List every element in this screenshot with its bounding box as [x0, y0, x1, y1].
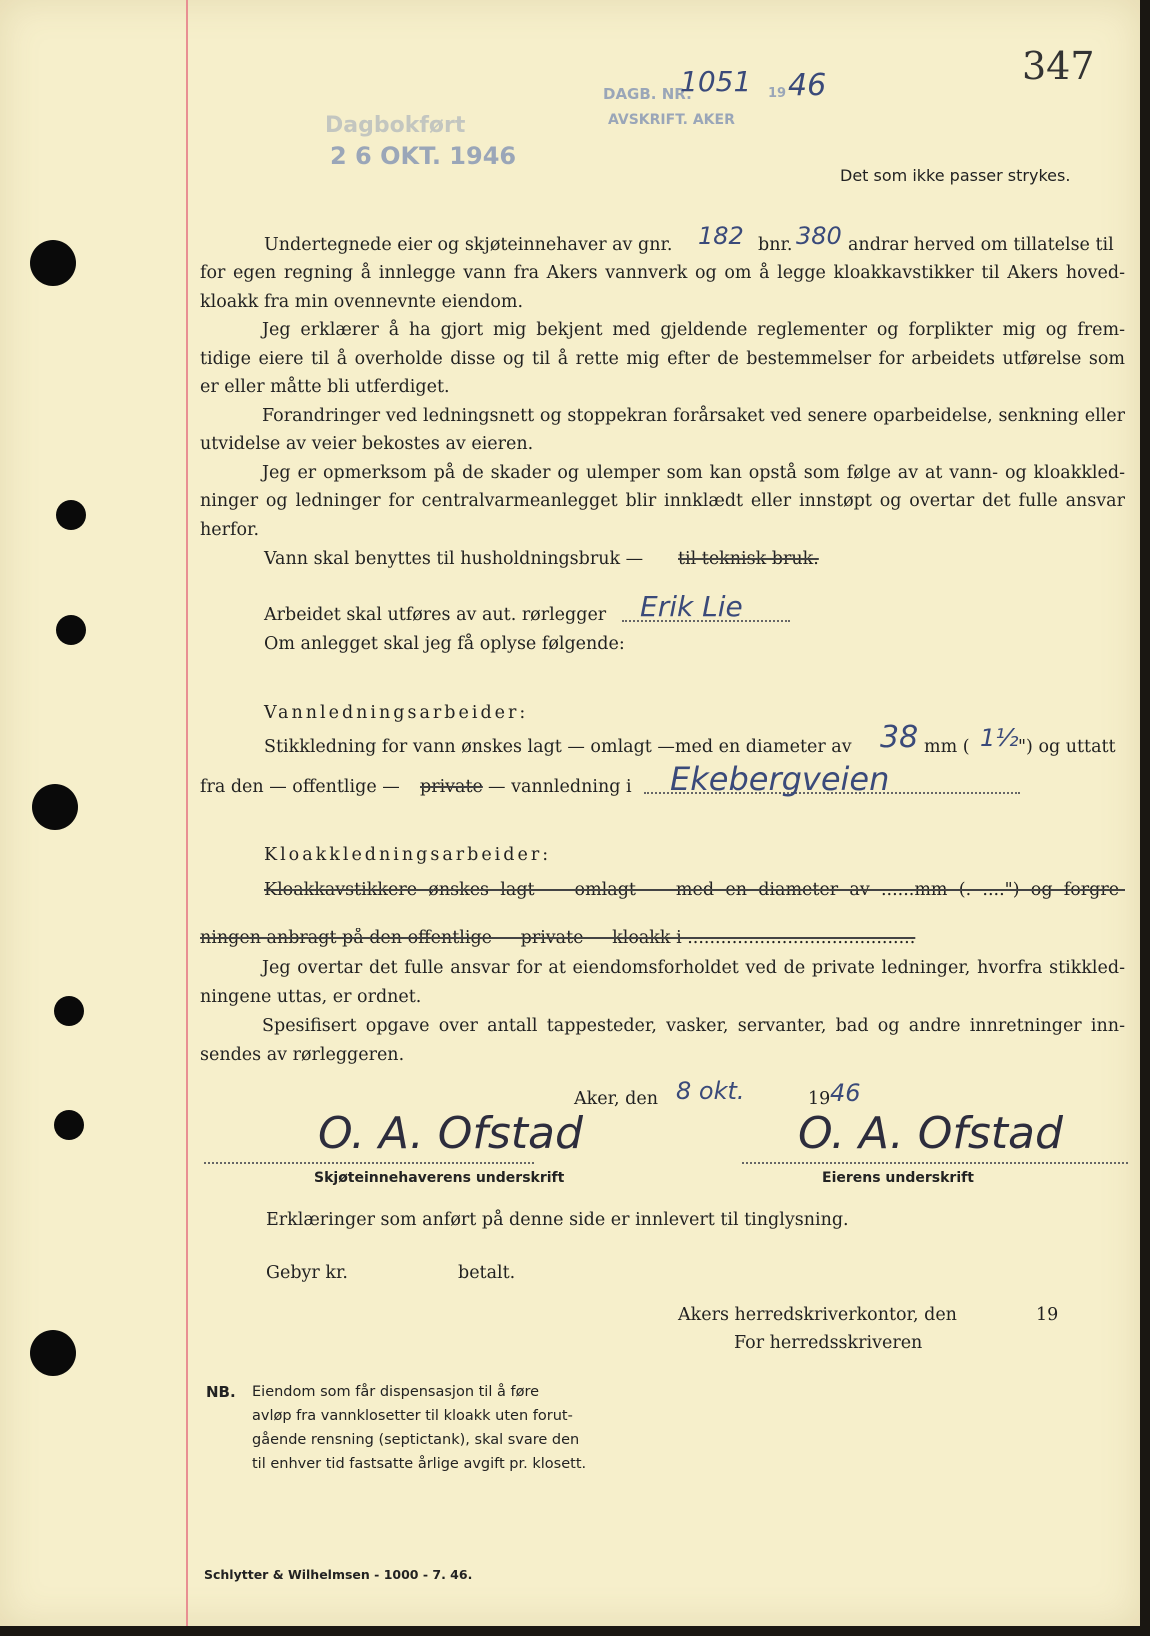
rorlegger-name: Erik Lie	[640, 590, 743, 623]
avskrift-stamp: AVSKRIFT. AKER	[608, 112, 735, 128]
water-line1-b: mm (	[924, 737, 970, 757]
p1-line3: kloakk fra min ovennevnte eiendom.	[200, 292, 524, 312]
p3-line1: Forandringer ved ledningsnett og stoppekran forårsaket ved senere oparbeidelse, senkning eller	[262, 406, 1125, 426]
p1-line1-c: andrar herved om tillatelse til	[848, 235, 1114, 255]
gebyr-label: Gebyr kr.	[266, 1263, 348, 1283]
p4-line3: herfor.	[200, 520, 260, 540]
dagb-nr-value: 1051	[680, 65, 752, 98]
printer-imprint: Schlytter & Wilhelmsen - 1000 - 7. 46.	[204, 1567, 473, 1582]
p8-line1: Jeg overtar det fulle ansvar for at eiendomsforholdet ved de private ledninger, hvorfra stikkled-	[262, 958, 1125, 978]
gnr-value: 182	[698, 222, 744, 250]
water-line2-a: fra den — offentlige —	[200, 777, 400, 797]
p1-line2: for egen regning å innlegge vann fra Akers vannverk og om å legge kloakkavstikker til Akers hoved-	[200, 263, 1125, 283]
rorlegger-label: Arbeidet skal utføres av aut. rørlegger	[264, 605, 607, 625]
office-text: Akers herredskriverkontor, den	[678, 1305, 957, 1325]
binder-hole	[54, 996, 84, 1026]
nb-line: til enhver tid fastsatte årlige avgift pr. klosett.	[252, 1456, 587, 1472]
opplys-line: Om anlegget skal jeg få oplyse følgende:	[264, 634, 625, 654]
herredsskriver-label: For herredsskriveren	[734, 1333, 923, 1353]
bnr-value: 380	[796, 222, 842, 250]
margin-rule	[186, 0, 188, 1626]
p2-line3: er eller måtte bli utferdiget.	[200, 377, 450, 397]
water-heading: Vannledningsarbeider:	[264, 703, 529, 723]
signature-left: O. A. Ofstad	[318, 1108, 583, 1159]
p4-line2: ninger og ledninger for centralvarmeanlegget blir innklædt eller innstøpt og overtar det fulle ansvar	[200, 491, 1125, 511]
water-line1-c: ") og uttatt	[1018, 737, 1116, 757]
p1-line1-b: bnr.	[758, 235, 793, 255]
p2-line1: Jeg erklærer å ha gjort mig bekjent med gjeldende reglementer og forplikter mig og frem-	[262, 320, 1125, 340]
binder-hole	[56, 500, 86, 530]
signature-line-right	[742, 1162, 1128, 1164]
registration-text: Erklæringer som anført på denne side er innlevert til tinglysning.	[266, 1210, 849, 1230]
signature-date: 8 okt.	[676, 1077, 745, 1105]
binder-hole	[30, 240, 76, 286]
binder-hole	[30, 1330, 76, 1376]
nb-line: gående rensning (septictank), skal svare den	[252, 1432, 580, 1448]
nb-line: Eiendom som får dispensasjon til å føre	[252, 1384, 540, 1400]
sewer-line2: ningen anbragt på den offentlige — private — kloakk i .........................................	[200, 928, 916, 948]
p9-line1: Spesifisert opgave over antall tappesteder, vasker, servanter, bad og andre innretninger inn-	[262, 1016, 1125, 1036]
usage-line: Vann skal benyttes til husholdningsbruk —	[264, 549, 644, 569]
water-line2-b: — vannledning i	[488, 777, 632, 797]
water-line1-a: Stikkledning for vann ønskes lagt — omlagt —med en diameter av	[264, 737, 852, 757]
binder-hole	[32, 784, 78, 830]
usage-struck: til teknisk bruk.	[678, 549, 819, 569]
street-name: Ekebergveien	[670, 760, 890, 798]
p2-line2: tidige eiere til å overholde disse og til å rette mig efter de bestemmelser for arbeidets utførelse som	[200, 349, 1125, 369]
stamp-year: 46	[788, 68, 827, 103]
office-year: 19	[1036, 1305, 1059, 1325]
diameter-mm: 38	[880, 720, 919, 755]
water-line2-struck: private	[420, 777, 483, 797]
sewer-line1: Kloakkavstikkere ønskes lagt — omlagt — med en diameter av ......mm (. ....") og forgre-	[264, 880, 1125, 900]
dagb-nr-label: DAGB. NR.	[603, 85, 692, 103]
stamp-year-prefix: 19	[768, 86, 787, 101]
binder-hole	[54, 1110, 84, 1140]
label-skjoteinnehaver: Skjøteinnehaverens underskrift	[314, 1170, 565, 1186]
label-eier: Eierens underskrift	[822, 1170, 974, 1186]
dagbokfort-stamp: Dagbokført	[325, 113, 466, 138]
nb-label: NB.	[206, 1383, 236, 1401]
p9-line2: sendes av rørleggeren.	[200, 1045, 405, 1065]
signature-right: O. A. Ofstad	[798, 1108, 1063, 1159]
page-number: 347	[1022, 44, 1095, 88]
date-year-prefix: 19	[808, 1089, 831, 1109]
nb-line: avløp fra vannklosetter til kloakk uten forut-	[252, 1408, 573, 1424]
date-year: 46	[830, 1079, 861, 1107]
binder-hole	[56, 615, 86, 645]
instruction-note: Det som ikke passer strykes.	[840, 166, 1071, 185]
place-date-label: Aker, den	[574, 1089, 658, 1109]
sewer-heading: Kloakkledningsarbeider:	[264, 845, 552, 865]
signature-line-left	[204, 1162, 534, 1164]
p4-line1: Jeg er opmerksom på de skader og ulemper som kan opstå som følge av at vann- og kloakkled-	[262, 463, 1125, 483]
p3-line2: utvidelse av veier bekostes av eieren.	[200, 434, 534, 454]
diameter-inch: 1½	[980, 724, 1019, 752]
p1-line1-a: Undertegnede eier og skjøteinnehaver av gnr.	[264, 235, 673, 255]
p8-line2: ningene uttas, er ordnet.	[200, 987, 422, 1007]
stamp-date: 2 6 OKT. 1946	[330, 142, 517, 170]
betalt-label: betalt.	[458, 1263, 516, 1283]
